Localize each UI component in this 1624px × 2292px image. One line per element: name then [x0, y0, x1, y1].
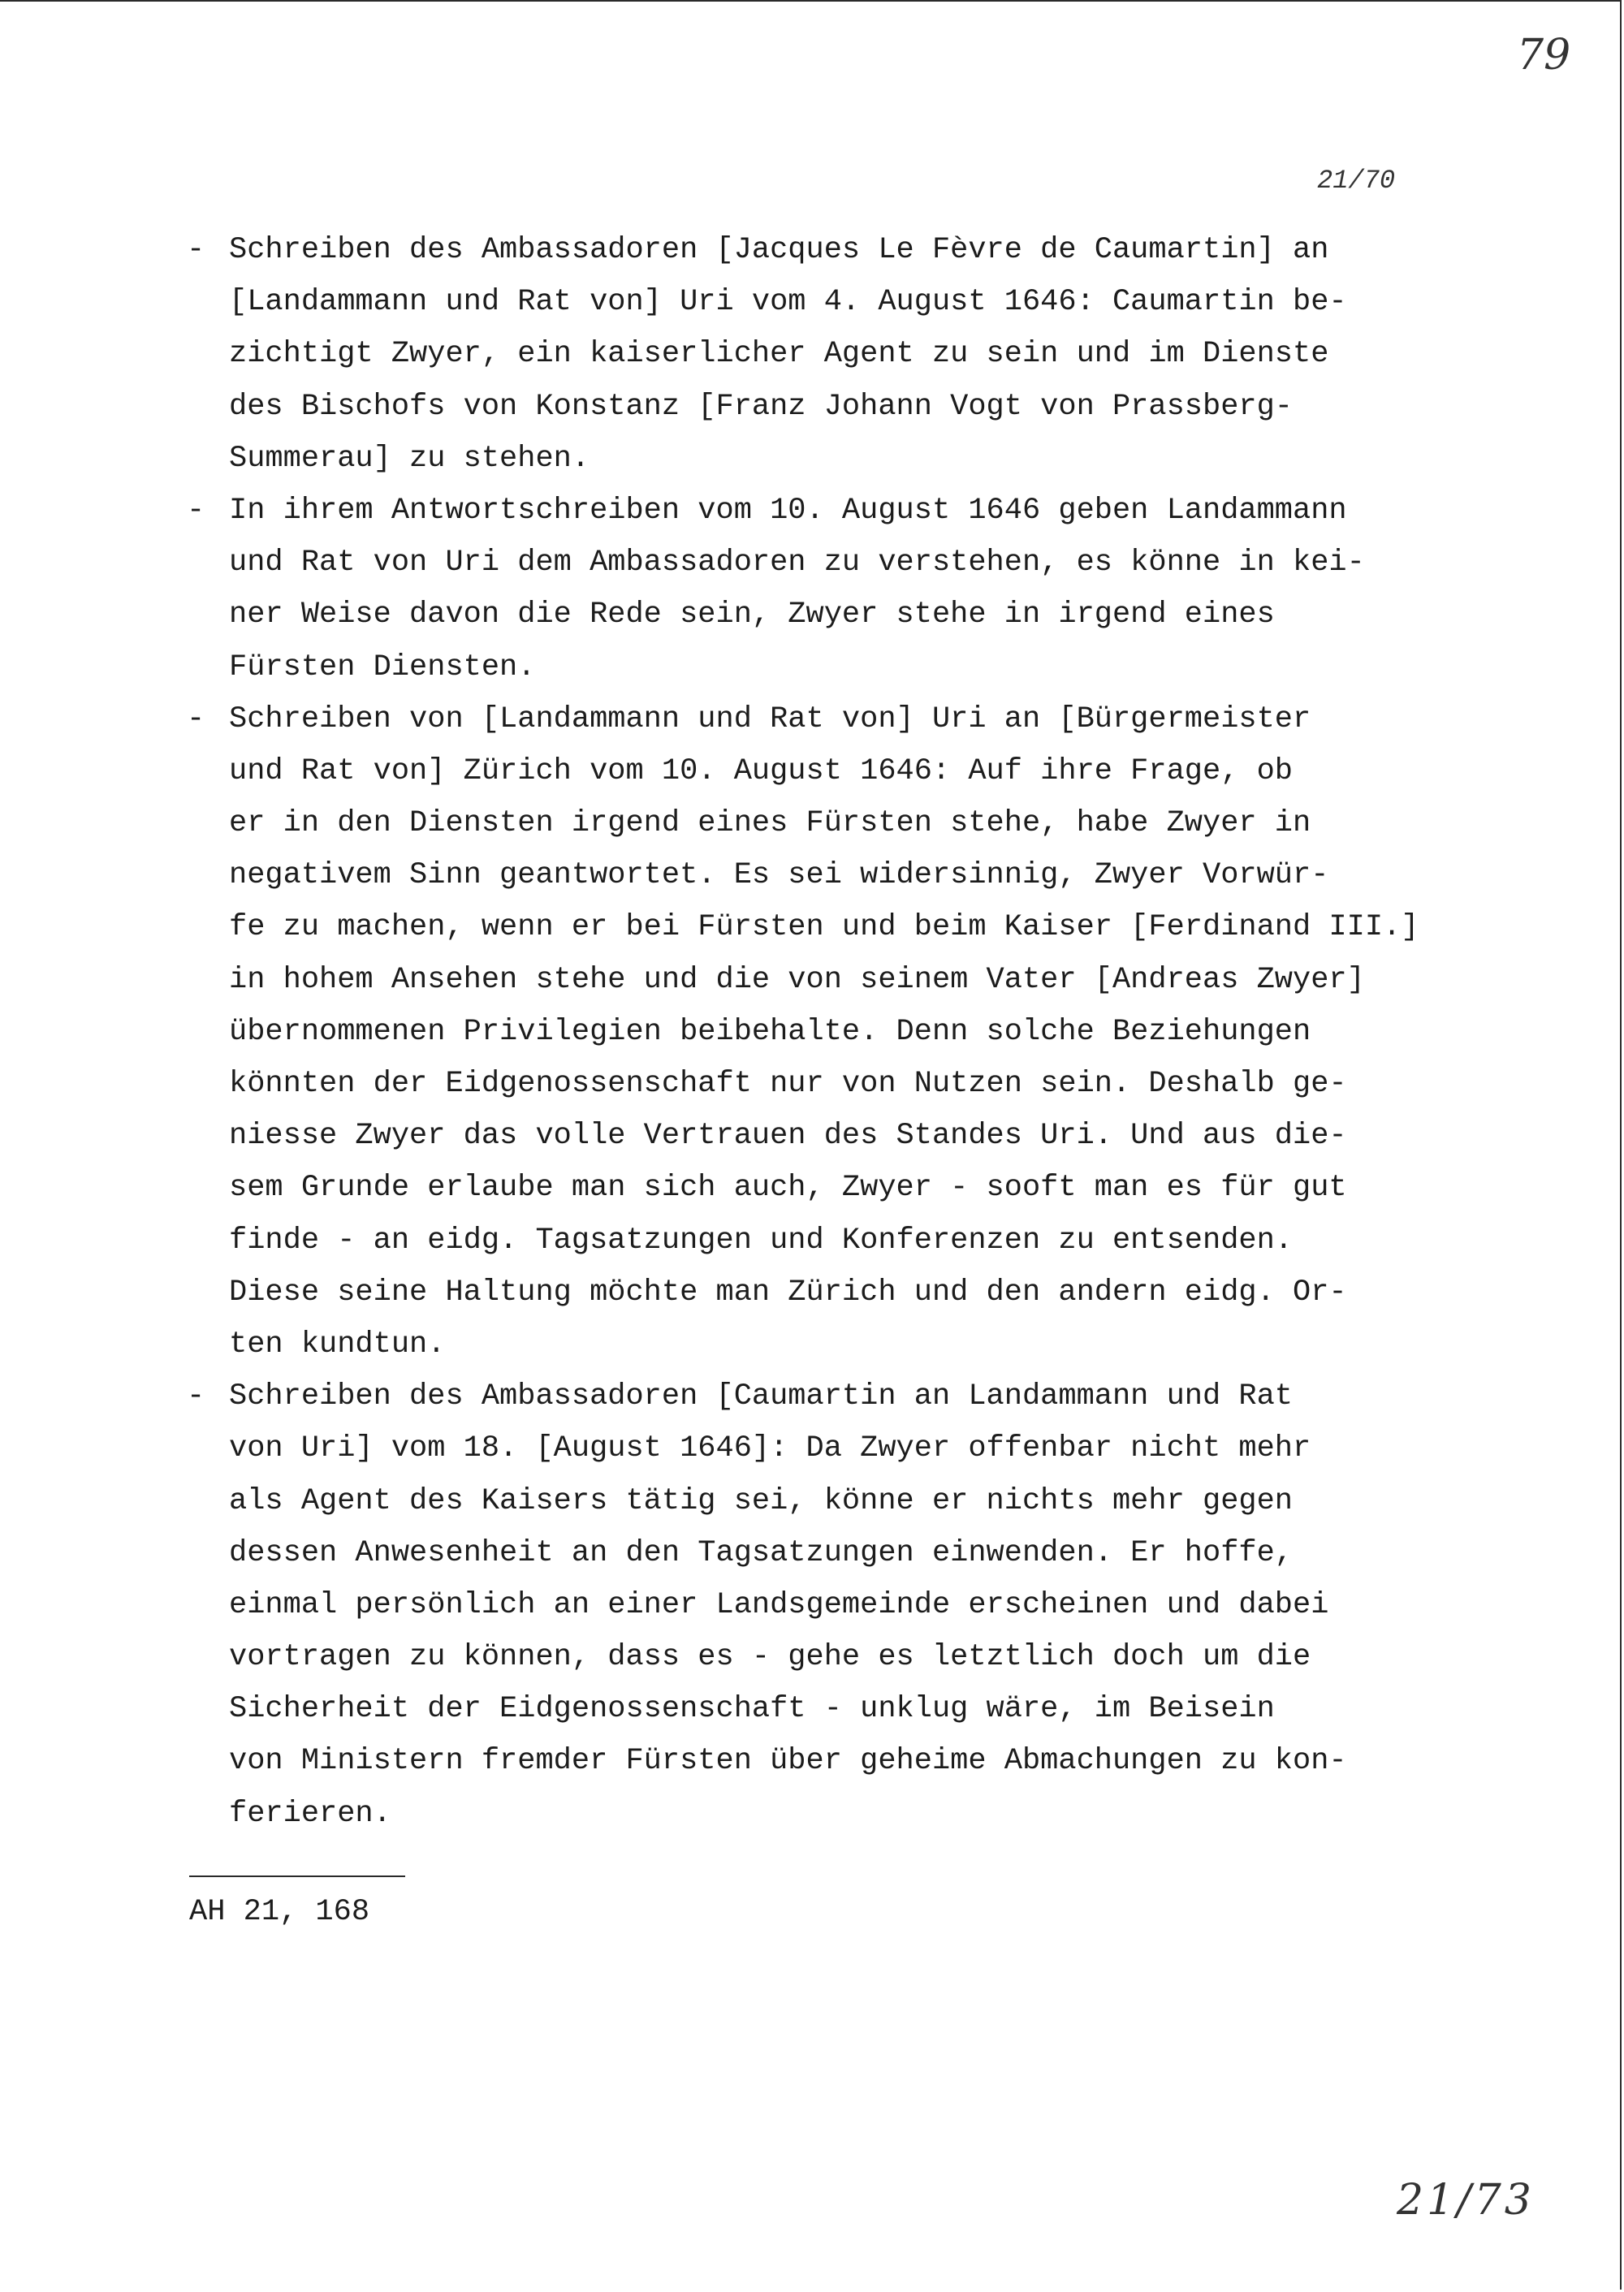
entry-list	[187, 224, 1486, 1840]
text-line: ten kundtun.	[229, 1327, 446, 1362]
document-number: 21/70	[1317, 166, 1396, 196]
bullet-dash: -	[187, 493, 205, 528]
bullet-dash: -	[187, 233, 205, 267]
text-line: Schreiben des Ambassadoren [Caumartin an Landammann und Rat	[229, 1379, 1294, 1414]
text-line: niesse Zwyer das volle Vertrauen des Standes Uri. Und aus die-	[229, 1119, 1347, 1154]
text-line: Sicherheit der Eidgenossenschaft - unklug wäre, im Beisein	[229, 1692, 1275, 1727]
entry-2	[187, 485, 1486, 693]
text-line: Schreiben von [Landammann und Rat von] Uri an [Bürgermeister	[229, 701, 1311, 736]
bullet-dash: -	[187, 701, 205, 736]
text-line: In ihrem Antwortschreiben vom 10. August 1646 geben Landammann	[229, 493, 1347, 528]
text-line: [Landammann und Rat von] Uri vom 4. August 1646: Caumartin be-	[229, 285, 1347, 320]
entry-1	[187, 224, 1486, 485]
text-line: ferieren.	[229, 1796, 391, 1831]
text-line: Summerau] zu stehen.	[229, 441, 590, 476]
text-line: finde - an eidg. Tagsatzungen und Konferenzen zu entsenden.	[229, 1223, 1294, 1258]
text-line: in hohem Ansehen stehe und die von seinem Vater [Andreas Zwyer]	[229, 962, 1365, 997]
text-line: ner Weise davon die Rede sein, Zwyer stehe in irgend eines	[229, 598, 1275, 632]
text-line: dessen Anwesenheit an den Tagsatzungen einwenden. Er hoffe,	[229, 1535, 1294, 1570]
footnote-rule	[189, 1875, 405, 1877]
handwritten-folio-number: 79	[1517, 31, 1571, 80]
text-line: einmal persönlich an einer Landsgemeinde erscheinen und dabei	[229, 1587, 1329, 1622]
text-line: Fürsten Diensten.	[229, 650, 536, 684]
text-line: fe zu machen, wenn er bei Fürsten und beim Kaiser [Ferdinand III.]	[229, 910, 1419, 945]
entry-4	[187, 1370, 1486, 1840]
text-line: er in den Diensten irgend eines Fürsten stehe, habe Zwyer in	[229, 806, 1311, 841]
text-line: Schreiben des Ambassadoren [Jacques Le Fèvre de Caumartin] an	[229, 233, 1329, 267]
text-line: sem Grunde erlaube man sich auch, Zwyer - sooft man es für gut	[229, 1171, 1347, 1206]
text-line: und Rat von] Zürich vom 10. August 1646: Auf ihre Frage, ob	[229, 753, 1294, 788]
text-line: und Rat von Uri dem Ambassadoren zu verstehen, es könne in kei-	[229, 546, 1365, 581]
text-line: Diese seine Haltung möchte man Zürich und den andern eidg. Or-	[229, 1275, 1347, 1310]
footnote-reference: AH 21, 168	[189, 1895, 370, 1929]
text-line: von Uri] vom 18. [August 1646]: Da Zwyer offenbar nicht mehr	[229, 1431, 1311, 1466]
text-line: zichtigt Zwyer, ein kaiserlicher Agent zu sein und im Dienste	[229, 337, 1329, 372]
bullet-dash: -	[187, 1379, 205, 1414]
handwritten-archive-number: 21/73	[1397, 2176, 1535, 2225]
text-line: als Agent des Kaisers tätig sei, könne er nichts mehr gegen	[229, 1483, 1294, 1518]
text-line: vortragen zu können, dass es - gehe es letztlich doch um die	[229, 1640, 1311, 1675]
text-line: von Ministern fremder Fürsten über geheime Abmachungen zu kon-	[229, 1744, 1347, 1779]
text-line: übernommenen Privilegien beibehalte. Denn solche Beziehungen	[229, 1014, 1311, 1049]
text-line: könnten der Eidgenossenschaft nur von Nutzen sein. Deshalb ge-	[229, 1067, 1347, 1101]
entry-3	[187, 693, 1486, 1370]
text-line: negativem Sinn geantwortet. Es sei widersinnig, Zwyer Vorwür-	[229, 858, 1329, 893]
text-line: des Bischofs von Konstanz [Franz Johann Vogt von Prassberg-	[229, 389, 1294, 424]
